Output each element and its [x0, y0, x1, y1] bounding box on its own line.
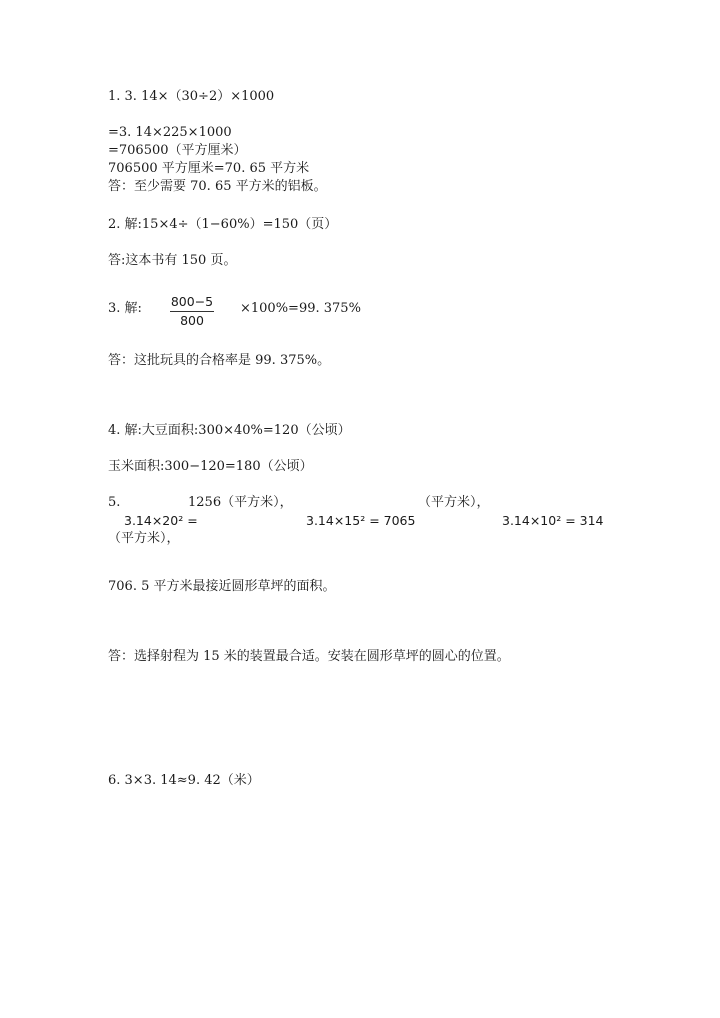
q1-answer: 答：至少需要 70. 65 平方米的铝板。 [108, 179, 327, 194]
q6-line-1: 6. 3×3. 14≈9. 42（米） [108, 773, 260, 788]
q5-unit-3: （平方米）， [108, 531, 180, 546]
q5-expression-3: 3.14×10² = 314 [502, 513, 604, 528]
q1-line-4: 706500 平方厘米=70. 65 平方米 [108, 161, 310, 176]
q4-line-1: 4. 解:大豆面积:300×40%=120（公顷） [108, 423, 351, 438]
q5-value-2: （平方米）， [418, 495, 490, 510]
q3-fraction [170, 294, 214, 329]
q3-fraction-denominator: 800 [180, 313, 204, 328]
q1-line-2: =3. 14×225×1000 [108, 125, 232, 140]
q3-fraction-numerator: 800−5 [170, 294, 214, 309]
q1-line-1: 1. 3. 14×（30÷2）×1000 [108, 89, 275, 104]
q3-answer: 答：这批玩具的合格率是 99. 375%。 [108, 353, 331, 368]
q2-line-1: 2. 解:15×4÷（1−60%）=150（页） [108, 217, 338, 232]
q5-answer: 答：选择射程为 15 米的装置最合适。安装在圆形草坪的圆心的位置。 [108, 649, 510, 664]
q1-line-3: =706500（平方厘米） [108, 143, 247, 158]
q5-value-1: 1256（平方米）， [188, 495, 293, 510]
q5-expression-1: 3.14×20² = [124, 513, 198, 528]
q2-answer: 答:这本书有 150 页。 [108, 253, 237, 268]
q3-prefix: 3. 解: [108, 301, 142, 316]
q5-conclusion: 706. 5 平方米最接近圆形草坪的面积。 [108, 579, 336, 594]
q4-line-2: 玉米面积:300−120=180（公顷） [108, 459, 313, 474]
q3-fraction-bar [170, 311, 214, 312]
q5-expression-2: 3.14×15² = 7065 [306, 513, 416, 528]
q5-number: 5. [108, 495, 121, 510]
q3-suffix: ×100%=99. 375% [240, 301, 361, 316]
